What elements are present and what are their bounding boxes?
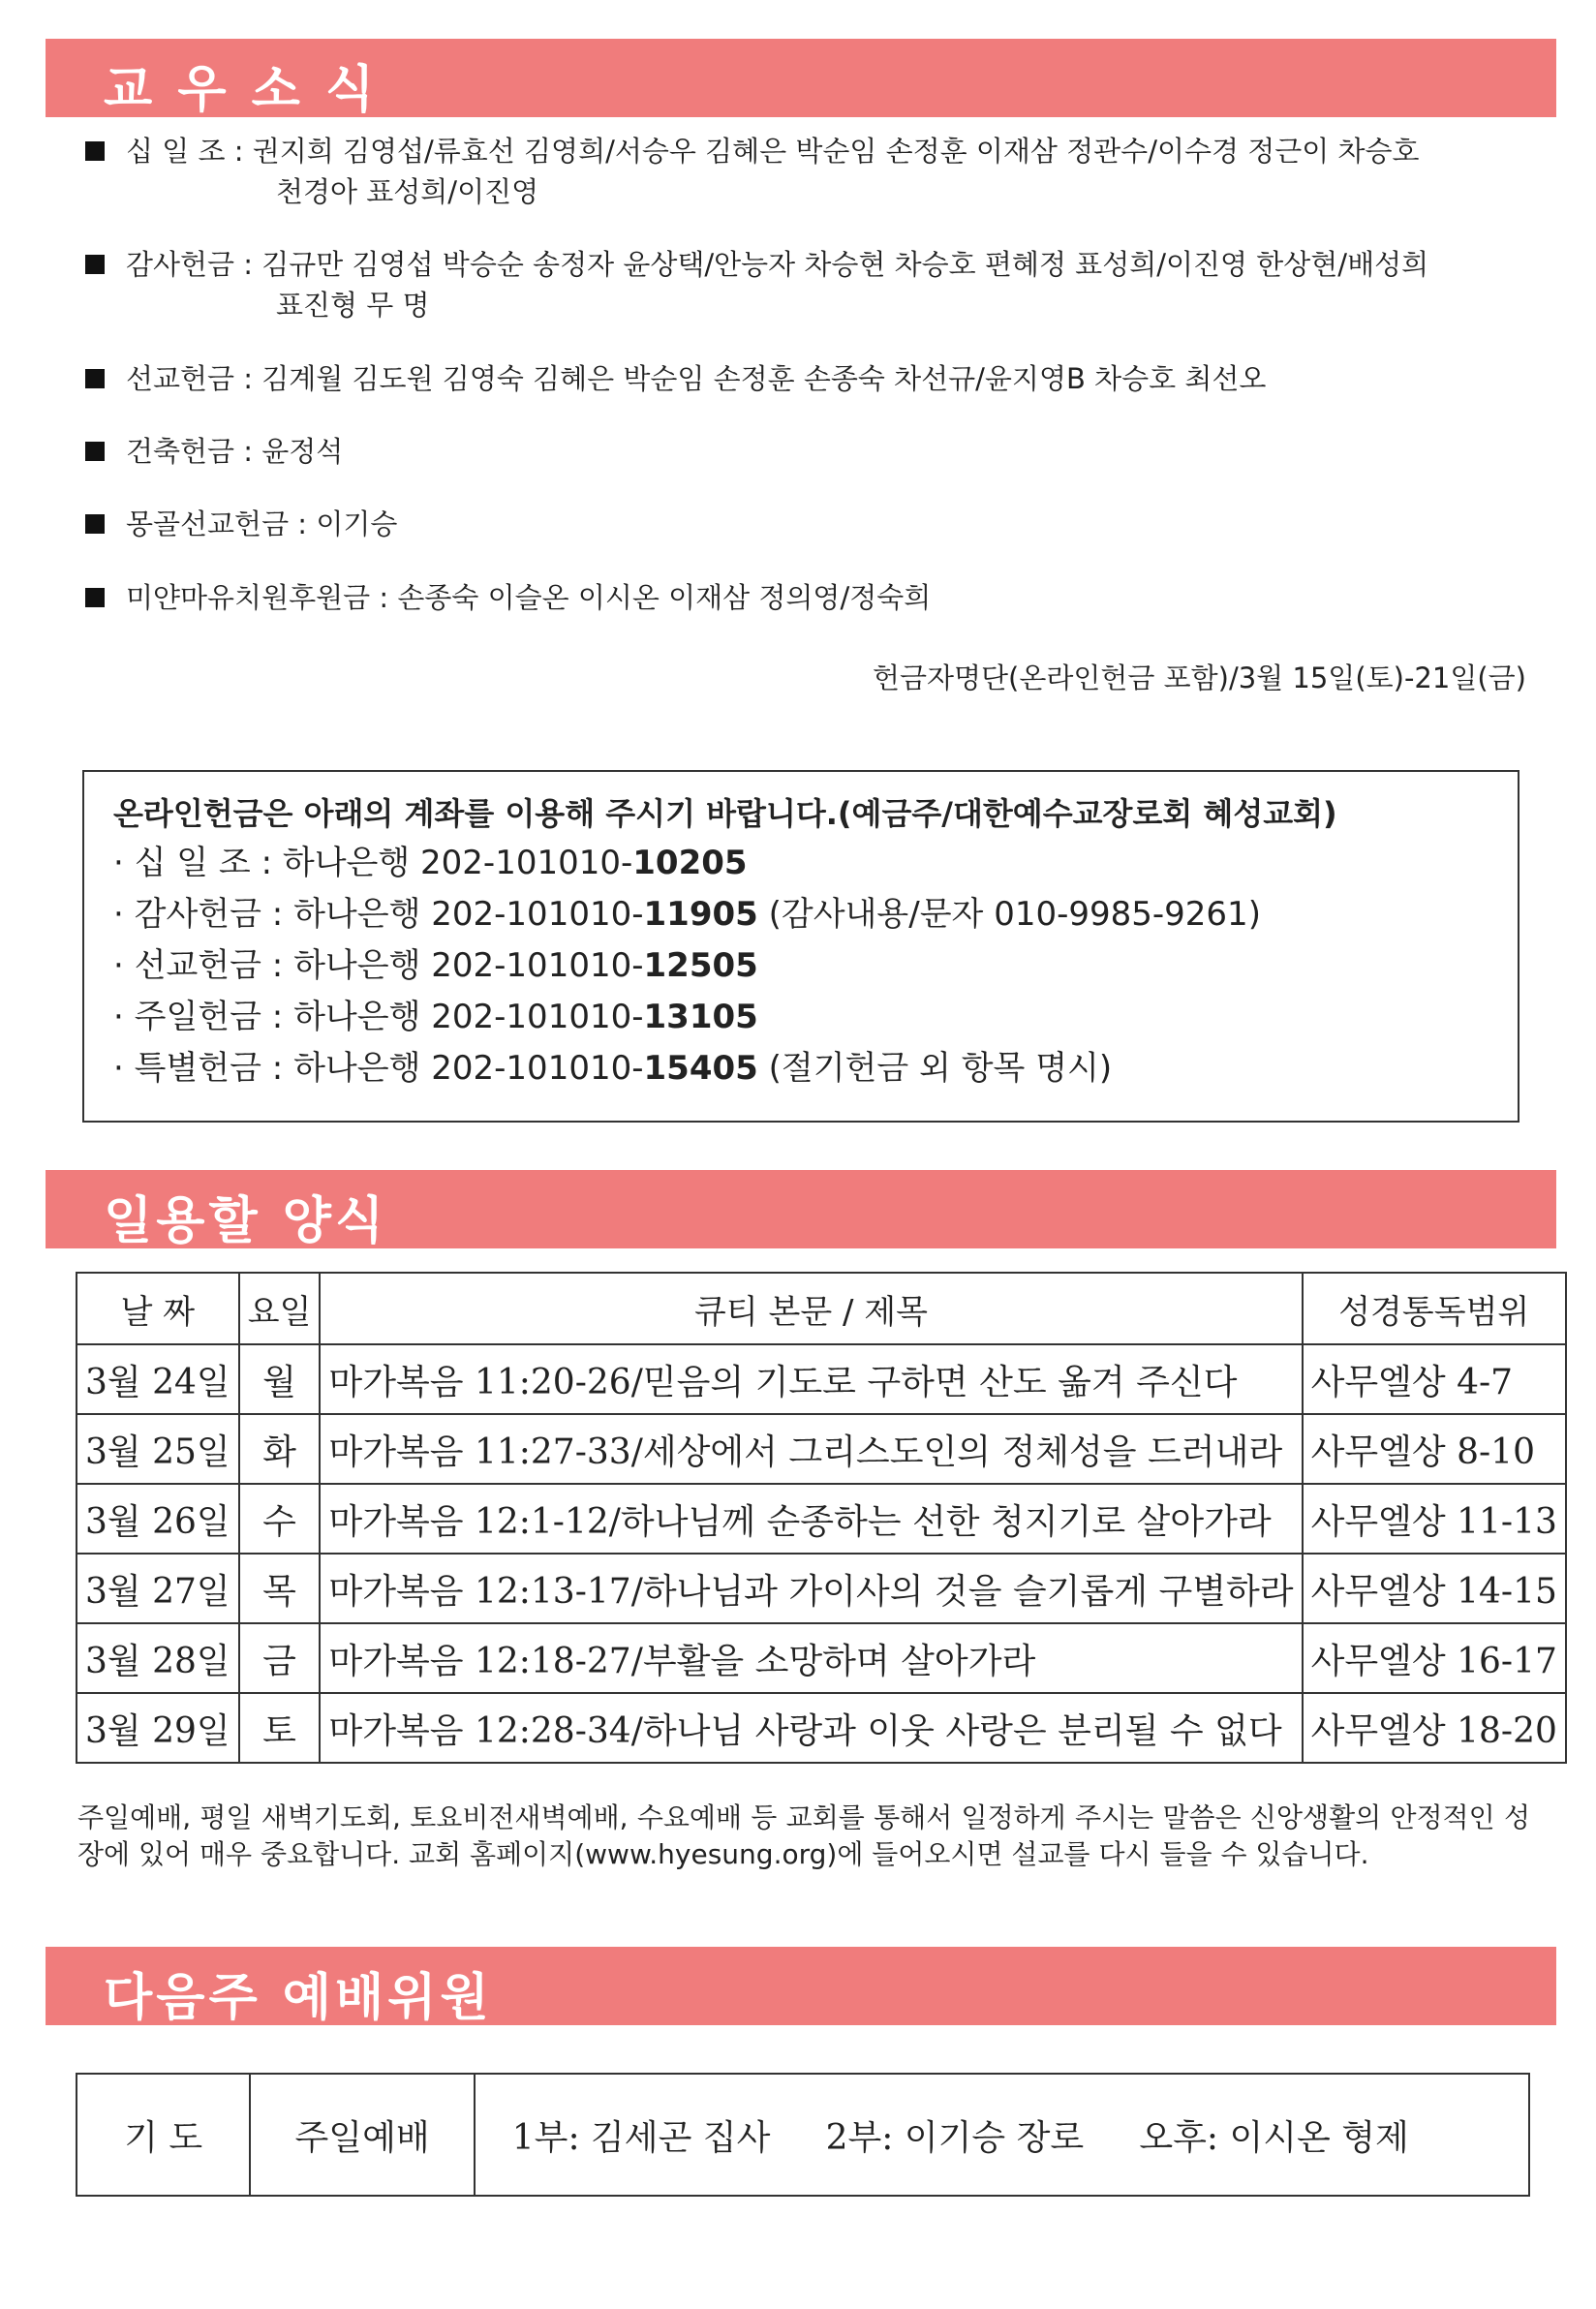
header-range: 성경통독범위 <box>1303 1273 1566 1344</box>
account-row: · 감사헌금 : 하나은행 202-101010-11905 (감사내용/문자 010-9985-9261) <box>113 895 1261 934</box>
donor-label: 건축헌금 <box>126 435 235 468</box>
committee-role: 기 도 <box>77 2074 250 2196</box>
header-text: 큐티 본문 / 제목 <box>320 1273 1302 1344</box>
donor-label: 십 일 조 <box>126 135 226 168</box>
donor-names: 김규만 김영섭 박승순 송정자 윤상택/안능자 차승현 차승호 편혜정 표성희/이진영 한상현/배성희 <box>261 248 1429 281</box>
header-day: 요일 <box>239 1273 321 1344</box>
table-header-row <box>77 1273 1566 1344</box>
table-row: 3월 26일 수 마가복음 12:1-12/하나님께 순종하는 선한 청지기로 살아가라 사무엘상 11-13 <box>77 1484 1566 1554</box>
donor-item-tithe: 십 일 조 : 권지희 김영섭/류효선 김영희/서승우 김혜은 박순임 손정훈 이재삼 정관수/이수경 정근이 차승호 천경아 표성희/이진영 <box>85 131 1538 212</box>
account-row: · 십 일 조 : 하나은행 202-101010-10205 <box>113 844 748 882</box>
bullet-square-icon <box>85 588 105 607</box>
account-row: · 특별헌금 : 하나은행 202-101010-15405 (절기헌금 외 항목 명시) <box>113 1049 1113 1088</box>
donor-names-cont: 표진형 무 명 <box>276 289 430 322</box>
section-title: 일용할 양식 <box>104 1192 388 1250</box>
online-giving-box <box>82 770 1519 1123</box>
table-row: 3월 29일 토 마가복음 12:28-34/하나님 사랑과 이웃 사랑은 분리될 수 없다 사무엘상 18-20 <box>77 1693 1566 1763</box>
donor-names: 이기승 <box>316 508 398 540</box>
donor-item-mission: 선교헌금 : 김계월 김도원 김영숙 김혜은 박순임 손정훈 손종숙 차선규/윤지영B 차승호 최선오 <box>85 358 1538 399</box>
donor-names: 김계월 김도원 김영숙 김혜은 박순임 손정훈 손종숙 차선규/윤지영B 차승호 최선오 <box>261 362 1267 395</box>
donor-label: 감사헌금 <box>126 248 235 281</box>
sermon-note-paragraph: 주일예배, 평일 새벽기도회, 토요비전새벽예배, 수요예배 등 교회를 통해서 일정하게 주시는 말씀은 신앙생활의 안정적인 성장에 있어 매우 중요합니다. 교회 홈페이지(www.hyesung.org)에 들어오시면 설교를 다시 들을 수 있습니다. <box>77 1801 1530 1870</box>
donor-item-building: 건축헌금 : 윤정석 <box>85 431 1538 472</box>
donor-names: 권지희 김영섭/류효선 김영희/서승우 김혜은 박순임 손정훈 이재삼 정관수/이수경 정근이 차승호 <box>252 135 1420 168</box>
section-header-news <box>46 39 1556 117</box>
donor-list-note: 헌금자명단(온라인헌금 포함)/3월 15일(토)-21일(금) <box>872 662 1526 694</box>
bullet-square-icon <box>85 514 105 534</box>
table-row: 3월 28일 금 마가복음 12:18-27/부활을 소망하며 살아가라 사무엘상 16-17 <box>77 1623 1566 1693</box>
table-row <box>77 2074 1529 2196</box>
committee-service: 주일예배 <box>250 2074 474 2196</box>
section-header-committee <box>46 1947 1556 2025</box>
donor-item-myanmar: 미얀마유치원후원금 : 손종숙 이슬온 이시온 이재삼 정의영/정숙희 <box>85 577 1538 618</box>
donor-item-thanks: 감사헌금 : 김규만 김영섭 박승순 송정자 윤상택/안능자 차승현 차승호 편혜정 표성희/이진영 한상현/배성희 표진형 무 명 <box>85 244 1538 325</box>
donor-item-mongolia: 몽골선교헌금 : 이기승 <box>85 504 1538 544</box>
bullet-square-icon <box>85 442 105 461</box>
account-row: · 주일헌금 : 하나은행 202-101010-13105 <box>113 998 758 1036</box>
donor-label: 선교헌금 <box>126 362 235 395</box>
committee-table <box>76 2073 1530 2197</box>
donor-names-cont: 천경아 표성희/이진영 <box>276 175 539 208</box>
table-row: 3월 25일 화 마가복음 11:27-33/세상에서 그리스도인의 정체성을 드러내라 사무엘상 8-10 <box>77 1414 1566 1484</box>
bullet-square-icon <box>85 369 105 388</box>
account-row: · 선교헌금 : 하나은행 202-101010-12505 <box>113 946 758 985</box>
section-header-qt <box>46 1170 1556 1248</box>
section-title: 다음주 예배위원 <box>104 1969 493 2027</box>
qt-table <box>76 1272 1567 1764</box>
bullet-square-icon <box>85 141 105 161</box>
table-row: 3월 27일 목 마가복음 12:13-17/하나님과 가이사의 것을 슬기롭게 구별하라 사무엘상 14-15 <box>77 1554 1566 1623</box>
donor-label: 미얀마유치원후원금 <box>126 581 371 614</box>
header-date: 날 짜 <box>77 1273 239 1344</box>
section-title: 교 우 소 식 <box>104 61 379 119</box>
donor-label: 몽골선교헌금 <box>126 508 290 540</box>
committee-members: 1부: 김세곤 집사 2부: 이기승 장로 오후: 이시온 형제 <box>475 2074 1529 2196</box>
donor-names: 윤정석 <box>261 435 344 468</box>
bullet-square-icon <box>85 255 105 274</box>
donor-names: 손종숙 이슬온 이시온 이재삼 정의영/정숙희 <box>397 581 932 614</box>
online-giving-heading: 온라인헌금은 아래의 계좌를 이용해 주시기 바랍니다.(예금주/대한예수교장로회 혜성교회) <box>113 795 1337 832</box>
table-row: 3월 24일 월 마가복음 11:20-26/믿음의 기도로 구하면 산도 옮겨 주신다 사무엘상 4-7 <box>77 1344 1566 1414</box>
